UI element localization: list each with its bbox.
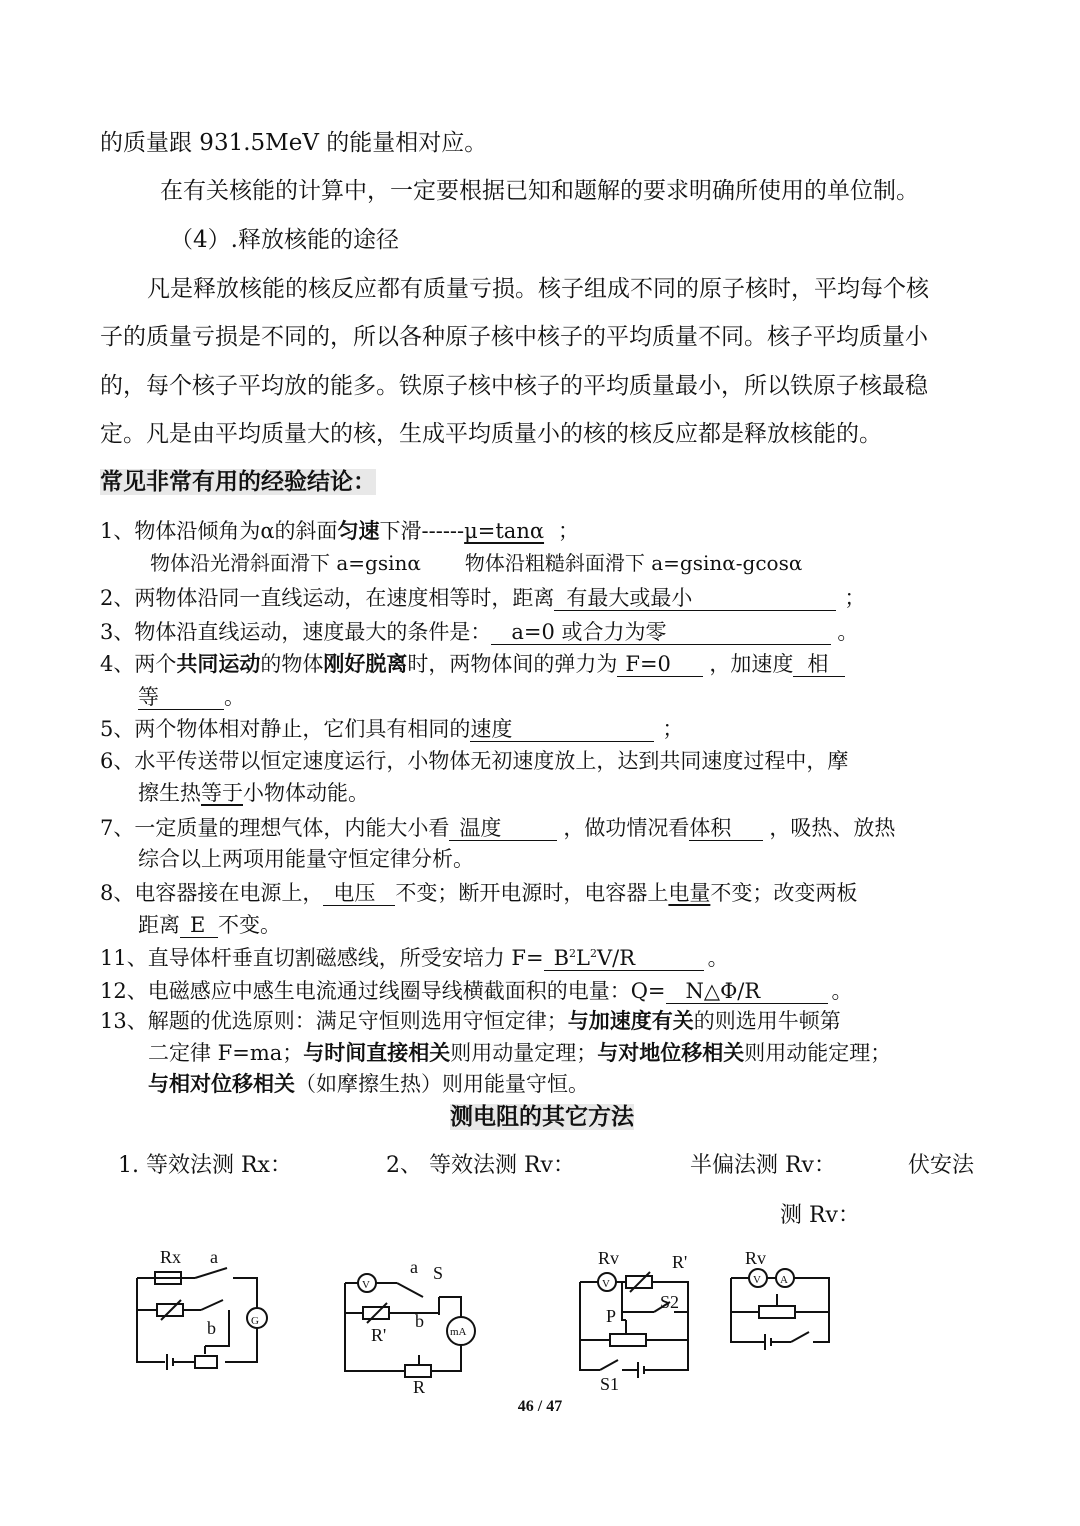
circuit-1 [125,1240,285,1380]
circuit-3 [570,1240,720,1390]
c2-wire-right-bottom [431,1345,461,1371]
c4-rheostat [759,1306,795,1318]
item-13-text: 13、解题的优选原则：满足守恒则选用守恒定律； [100,1009,568,1033]
item-11-b: B [553,946,569,970]
item-2 [100,586,1080,611]
c4-switch [791,1332,809,1342]
item-1-smooth: 物体沿光滑斜面滑下 a=gsinα [150,551,421,575]
c2-r-resistor [405,1365,431,1377]
item-12-answer: N△Φ/R [666,979,828,1004]
item-6: 6、水平传送带以恒定速度运行，小物体无初速度放上，达到共同速度过程中，摩 [100,749,849,773]
item-13-bold-1: 与加速度有关 [567,1009,694,1033]
c3-rprime-label: R' [672,1252,688,1272]
item-7-text: 7、一定质量的理想气体，内能大小看 [100,816,450,840]
item-11-answer [544,946,704,971]
item-3 [100,620,1080,645]
item-2-text: 2、两物体沿同一直线运动，在速度相等时，距离 [100,586,555,610]
item-1 [100,521,1080,542]
item-13-end: （如摩擦生热）则用能量守恒。 [295,1072,589,1096]
item-13 [100,1011,1080,1032]
item-4-text3: 时，两物体间的弹力为 [407,652,618,676]
item-8-end: 不变。 [218,913,281,937]
item-4-cont [138,685,1080,710]
item-2-answer: 有最大或最小 [554,586,836,611]
item-8-text4: 距离 [138,913,180,937]
item-8-answer-2: 电量 [668,881,711,905]
item-11-exp-1: 2 [569,947,576,960]
item-5-end: ； [662,717,684,741]
circuit-2 [335,1255,495,1395]
c4-wire-3 [794,1278,829,1312]
item-1-text2: 下滑------ [379,519,465,543]
item-8-cont [138,913,1080,938]
item-13-text4: 则用动量定理； [450,1041,598,1065]
item-1-rough: 物体沿粗糙斜面滑下 a=gsinα-gcosα [464,551,803,575]
item-6-answer: 等于 [201,781,243,805]
item-11-l: L [576,946,590,970]
c4-wire-bottom-right [813,1312,829,1342]
c3-rheostat [610,1334,646,1346]
subheading-release-energy: （4）.释放核能的途径 [170,227,399,253]
c3-slider-wire [622,1312,626,1320]
item-7 [100,816,1080,841]
c1-rx-label: Rx [160,1247,182,1267]
paragraph-line-4: 定。凡是由平均质量大的核，生成平均质量小的核的核反应都是释放核能的。 [100,421,882,447]
item-8-answer-1: 电压 [323,881,395,906]
c4-rv-label: Rv [745,1248,767,1268]
item-4-text: 4、两个 [100,652,177,676]
c2-wire-right-top [439,1297,461,1317]
c2-b-label: b [415,1311,424,1331]
item-12 [100,979,1080,1004]
c1-wire-top-right [233,1278,257,1308]
method-2-label: 2、 等效法测 Rv： [386,1153,575,1178]
c1-bottom-rheostat [195,1356,217,1368]
item-6-text: 擦生热 [138,781,201,805]
methods-title [450,1106,1080,1129]
method-3-label: 半偏法测 Rv： [690,1153,836,1178]
item-11 [100,946,1080,971]
intro-line-2: 在有关核能的计算中，一定要根据已知和题解的要求明确所使用的单位制。 [160,178,919,204]
paragraph-line-3: 的，每个核子平均放的能多。铁原子核中核子的平均质量最小，所以铁原子核最稳 [100,373,928,399]
item-3-answer: a=0 或合力为零 [491,620,831,645]
item-13-bold-4: 与相对位移相关 [148,1072,295,1096]
c2-r-label: R [413,1377,426,1395]
item-1-answer: μ=tanα [464,519,545,543]
item-13-bold-3: 与对地位移相关 [597,1041,745,1065]
item-7-text2: ，做功情况看 [563,816,690,840]
c2-a-label: a [410,1257,418,1277]
circuit-4 [725,1240,855,1360]
item-7-answer-1: 温度 [449,816,557,841]
c1-wire-left [137,1278,165,1362]
item-13-text5: 则用动能定理； [744,1041,892,1065]
c4-a-label: A [780,1274,788,1286]
paragraph-line-2: 子的质量亏损是不同的，所以各种原子核中核子的平均质量不同。核子平均质量小 [100,324,928,350]
item-7-answer-2: 体积 [689,816,763,841]
item-1-end: ； [558,519,580,543]
item-1-text: 1、物体沿倾角为α的斜面 [100,519,338,543]
c1-g-label: G [251,1315,259,1327]
c3-s1-label: S1 [600,1374,620,1390]
item-13-text3: 二定律 F=ma； [148,1041,304,1065]
item-13-bold-2: 与时间直接相关 [303,1041,451,1065]
item-7-text3: ，吸热、放热 [769,816,896,840]
section-title [100,471,1080,494]
item-4-bold-1: 共同运动 [176,652,261,676]
method-4-label-a: 伏安法 [908,1153,975,1178]
item-6-cont [138,783,1080,804]
item-1-sub [150,553,1080,573]
c1-b-label: b [207,1318,216,1338]
c3-switch-s1 [600,1360,618,1370]
item-4-end: 。 [224,685,245,709]
item-4-answer-1: F=0 [617,652,703,677]
intro-line-1: 的质量跟 931.5MeV 的能量相对应。 [100,130,488,156]
item-6-end: 小物体动能。 [243,781,369,805]
item-12-end: 。 [831,979,853,1003]
item-8-text3: 不变；改变两板 [710,881,858,905]
item-8-text: 8、电容器接在电源上， [100,881,324,905]
c3-wire-bottom-left [580,1340,600,1370]
item-13-text2: 的则选用牛顿第 [693,1009,841,1033]
item-5 [100,717,1080,742]
item-4-answer-2a: 相 [793,652,845,677]
c3-v-label: V [602,1278,610,1290]
page-number: 46 / 47 [517,1398,563,1415]
item-8-text2: 不变；断开电源时，电容器上 [395,881,669,905]
c1-switch-b [201,1300,223,1310]
item-4-bold-2: 刚好脱离 [323,652,408,676]
method-4-label-b: 测 Rv： [780,1203,860,1228]
method-1-label: 1. 等效法测 Rx： [118,1153,292,1178]
item-8-answer-3: E [180,913,218,938]
item-4-answer-2b: 等 [138,685,224,710]
item-12-text: 12、电磁感应中感生电流通过线圈导线横截面积的电量：Q= [100,979,666,1003]
item-7-cont: 综合以上两项用能量守恒定律分析。 [138,847,474,871]
item-4-text2: 的物体 [260,652,324,676]
methods-title-text: 测电阻的其它方法 [450,1104,634,1130]
c1-switch-a [195,1268,227,1278]
item-4 [100,652,1080,677]
item-1-bold: 匀速 [337,519,380,543]
section-title-text: 常见非常有用的经验结论： [100,469,376,495]
c2-switch [397,1283,423,1297]
item-11-end: 。 [707,946,729,970]
item-11-vr: V/R [596,946,636,970]
c2-v-label: V [362,1279,370,1291]
c3-s2-label: S2 [660,1292,680,1312]
item-11-text: 11、直导体杆垂直切割磁感线，所受安培力 F= [100,946,544,970]
item-4-text4: ，加速度 [709,652,794,676]
paragraph-line-1: 凡是释放核能的核反应都有质量亏损。核子组成不同的原子核时，平均每个核 [147,276,929,302]
c2-ma-label: mA [450,1326,467,1338]
item-11-exp-2: 2 [589,947,597,960]
item-5-text: 5、两个物体相对静止，它们具有相同的 [100,717,471,741]
item-2-end: ； [844,586,866,610]
item-13-cont-1 [148,1043,1080,1064]
c2-rprime-label: R' [371,1325,387,1345]
c3-p-label: P [606,1306,617,1326]
c2-s-label: S [433,1263,444,1283]
c3-rv-label: Rv [598,1248,620,1268]
item-3-end: 。 [837,620,859,644]
item-13-cont-2 [148,1074,1080,1095]
item-3-text: 3、物体沿直线运动，速度最大的条件是： [100,620,492,644]
c3-wire-bottom-right [644,1340,688,1370]
c1-a-label: a [210,1247,218,1267]
item-5-answer: 速度 [470,717,654,742]
c4-v-label: V [753,1274,761,1286]
item-8 [100,881,1080,906]
c3-wire-right [646,1312,688,1340]
